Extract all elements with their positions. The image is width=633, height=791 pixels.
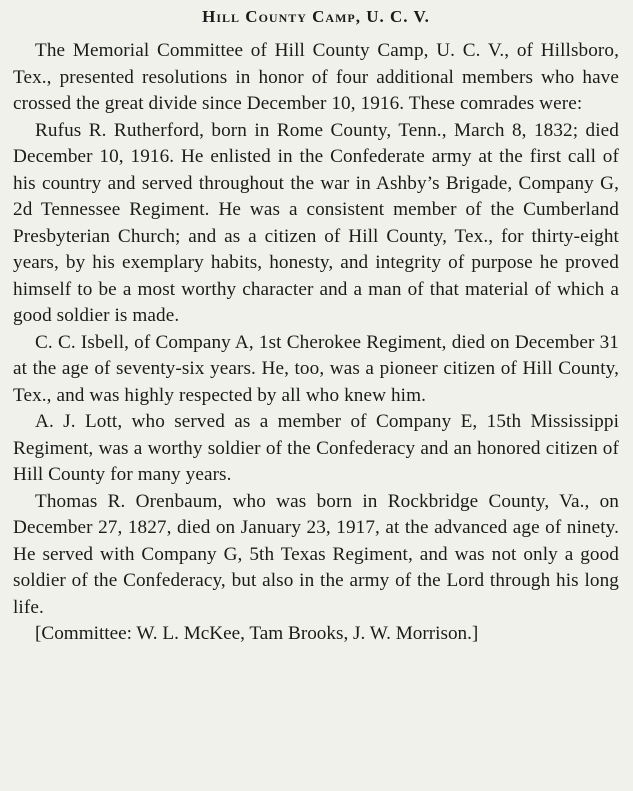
intro-paragraph: The Memorial Committee of Hill County Camp, U. C. V., of Hillsboro, Tex., presented resolutions in honor of four additional members who have crossed the great divide since December 10, 1916. These comrades were: [13, 40, 619, 114]
committee-signature: [Committee: W. L. McKee, Tam Brooks, J. W. Morrison.] [35, 623, 479, 644]
orenbaum-paragraph: Thomas R. Orenbaum, who was born in Rockbridge County, Va., on December 27, 1827, died on January 23, 1917, at the advanced age of ninety. He served with Company G, 5th Texas Regiment, and was not only a good soldier of the Confederacy, but also in the army of the Lord through his long life. [13, 490, 619, 618]
lott-paragraph: A. J. Lott, who served as a member of Company E, 15th Mississippi Regiment, was a worthy soldier of the Confederacy and an honored citizen of Hill County for many years. [13, 411, 619, 485]
rutherford-paragraph: Rufus R. Rutherford, born in Rome County, Tenn., March 8, 1832; died December 10, 1916. He enlisted in the Confederate army at the first call of his country and served throughout the war in Ashby’s Brigade, Company G, 2d Tennessee Regiment. He was a consistent member of the Cumberland Presbyterian Church; and as a citizen of Hill County, Tex., for thirty-eight years, by his exemplary habits, honesty, and integrity of purpose he proved himself to be a most worthy character and a man of that material of which a good soldier is made. [13, 119, 619, 326]
isbell-paragraph: C. C. Isbell, of Company A, 1st Cherokee Regiment, died on December 31 at the age of seventy-six years. He, too, was a pioneer citizen of Hill County, Tex., and was highly respected by all who knew him. [13, 331, 619, 406]
article-heading: Hill County Camp, U. C. V. [202, 7, 430, 26]
